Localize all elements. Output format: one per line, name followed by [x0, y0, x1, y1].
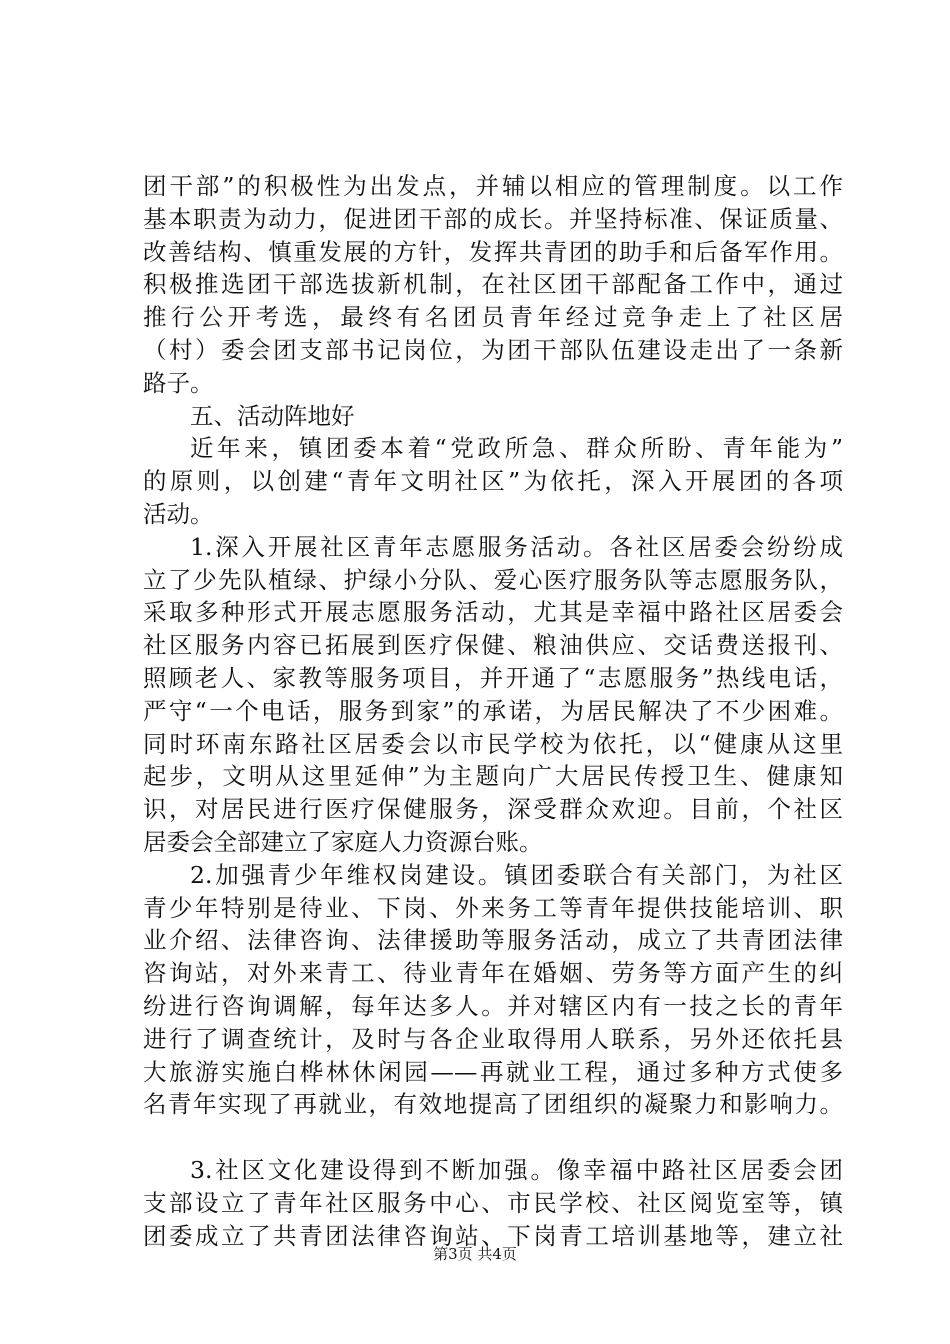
- text-line: 支部设立了青年社区服务中心、市民学校、社区阅览室等，镇: [143, 1188, 843, 1217]
- page-footer: [0, 1244, 950, 1264]
- text-line: 起步，文明从这里延伸”为主题向广大居民传授卫生、健康知: [143, 762, 843, 791]
- text-line: 3.社区文化建设得到不断加强。像幸福中路社区居委会团: [190, 1156, 843, 1185]
- text-line: 近年来，镇团委本着“党政所急、群众所盼、青年能为”: [190, 434, 843, 463]
- section-heading: 五、活动阵地好: [190, 401, 355, 430]
- text-line: （村）委会团支部书记岗位，为团干部队伍建设走出了一条新: [143, 335, 843, 364]
- text-line: 基本职责为动力，促进团干部的成长。并坚持标准、保证质量、: [143, 204, 843, 233]
- text-line: 大旅游实施白桦林休闲园——再就业工程，通过多种方式使多: [143, 1057, 843, 1086]
- text-line: 团干部”的积极性为出发点，并辅以相应的管理制度。以工作: [143, 172, 843, 200]
- text-line: 同时环南东路社区居委会以市民学校为依托，以“健康从这里: [143, 729, 843, 758]
- text-line: 立了少先队植绿、护绿小分队、爱心医疗服务队等志愿服务队，: [143, 565, 843, 594]
- text-line: 路子。: [143, 368, 214, 397]
- text-line: 采取多种形式开展志愿服务活动，尤其是幸福中路社区居委会: [143, 598, 843, 627]
- text-line: 社区服务内容已拓展到医疗保健、粮油供应、交话费送报刊、: [143, 631, 843, 660]
- page-number-label: 第3页 共4页: [433, 1245, 517, 1263]
- text-line: 居委会全部建立了家庭人力资源台账。: [143, 827, 543, 856]
- text-line: 的原则，以创建“青年文明社区”为依托，深入开展团的各项: [143, 467, 843, 496]
- text-line: 纷进行咨询调解，每年达多人。并对辖区内有一技之长的青年: [143, 991, 843, 1020]
- text-line: 1.深入开展社区青年志愿服务活动。各社区居委会纷纷成: [190, 532, 843, 561]
- text-line: 业介绍、法律咨询、法律援助等服务活动，成立了共青团法律: [143, 926, 843, 955]
- text-line: 积极推选团干部选拔新机制，在社区团干部配备工作中，通过: [143, 270, 843, 299]
- text-line: 进行了调查统计，及时与各企业取得用人联系，另外还依托县: [143, 1024, 843, 1053]
- text-line: 推行公开考选，最终有名团员青年经过竞争走上了社区居: [143, 303, 843, 332]
- text-line: 2.加强青少年维权岗建设。镇团委联合有关部门，为社区: [190, 860, 843, 889]
- text-line: 严守“一个电话，服务到家”的承诺，为居民解决了不少困难。: [143, 696, 843, 725]
- text-line: 活动。: [143, 499, 214, 528]
- body-text: [143, 170, 843, 1253]
- text-line: 改善结构、慎重发展的方针，发挥共青团的助手和后备军作用。: [143, 237, 843, 266]
- text-line: 团委成立了共青团法律咨询站、下岗青工培训基地等，建立社: [143, 1221, 843, 1250]
- text-line: 识，对居民进行医疗保健服务，深受群众欢迎。目前，个社区: [143, 795, 843, 824]
- text-line: 照顾老人、家教等服务项目，并开通了“志愿服务”热线电话，: [143, 663, 843, 692]
- text-line: 青少年特别是待业、下岗、外来务工等青年提供技能培训、职: [143, 893, 843, 922]
- text-line: 名青年实现了再就业，有效地提高了团组织的凝聚力和影响力。: [143, 1090, 843, 1119]
- paragraph-gap: [143, 1121, 843, 1154]
- text-line: 咨询站，对外来青工、待业青年在婚姻、劳务等方面产生的纠: [143, 959, 843, 988]
